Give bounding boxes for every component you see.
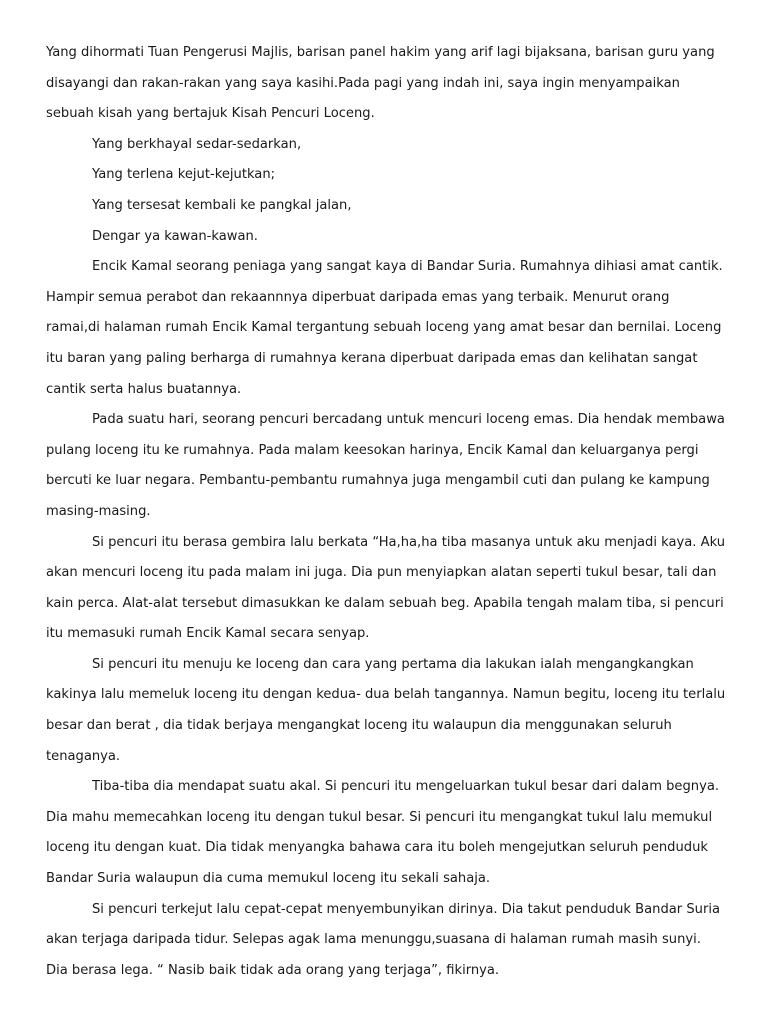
pantun-line-1: Yang berkhayal sedar-sedarkan,	[92, 136, 302, 152]
paragraph-hiding: Si pencuri terkejut lalu cepat-cepat menyembunyikan dirinya. Dia takut penduduk Bandar Suria akan terjaga daripada tidur. Selepas agak lama menunggu,suasana di halaman rumah masih sunyi. Dia berasa lega. “ Nasib baik tidak ada orang yang terjaga”, fikirnya.	[46, 901, 721, 978]
paragraph-lift-attempt: Si pencuri itu menuju ke loceng dan cara yang pertama dia lakukan ialah mengangkangkan kakinya lalu memeluk loceng itu dengan kedua- dua belah tangannya. Namun begitu, loceng itu terlalu besar dan berat , dia tidak berjaya mengangkat loceng itu walaupun dia menggunakan seluruh tenaganya.	[46, 656, 726, 764]
paragraph-thief-plan: Pada suatu hari, seorang pencuri bercadang untuk mencuri loceng emas. Dia hendak membawa pulang loceng itu ke rumahnya. Pada malam keesokan harinya, Encik Kamal dan keluarganya pergi bercuti ke luar negara. Pembantu-pembantu rumahnya juga mengambil cuti dan pulang ke kampung masing-masing.	[46, 412, 725, 519]
pantun-line-2: Yang terlena kejut-kejutkan;	[92, 167, 276, 183]
paragraph-hammer: Tiba-tiba dia mendapat suatu akal. Si pencuri itu mengeluarkan tukul besar dari dalam begnya. Dia mahu memecahkan loceng itu dengan tukul besar. Si pencuri itu mengangkat tukul lalu memukul loceng itu dengan kuat. Dia tidak menyangka bahawa cara itu boleh mengejutkan seluruh penduduk Bandar Suria walaupun dia cuma memukul loceng itu sekali sahaja.	[46, 779, 720, 887]
paragraph-encik-kamal: Encik Kamal seorang peniaga yang sangat kaya di Bandar Suria. Rumahnya dihiasi amat cantik. Hampir semua perabot dan rekaannnya diperbuat daripada emas yang terbaik. Menurut orang ramai,di halaman rumah Encik Kamal tergantung sebuah loceng yang amat besar dan bernilai. Loceng itu baran yang paling berharga di rumahnya kerana diperbuat daripada emas dan kelihatan sangat cantik serta halus buatannya.	[46, 259, 723, 397]
paragraph-thief-prepares: Si pencuri itu berasa gembira lalu berkata “Ha,ha,ha tiba masanya untuk aku menjadi kaya. Aku akan mencuri loceng itu pada malam ini juga. Dia pun menyiapkan alatan seperti tukul besar, tali dan kain perca. Alat-alat tersebut dimasukkan ke dalam sebuah beg. Apabila tengah malam tiba, si pencuri itu memasuki rumah Encik Kamal secara senyap.	[46, 534, 726, 642]
document-page	[46, 38, 726, 986]
pantun-line-3: Yang tersesat kembali ke pangkal jalan,	[92, 197, 352, 213]
paragraph-greeting: Yang dihormati Tuan Pengerusi Majlis, barisan panel hakim yang arif lagi bijaksana, barisan guru yang disayangi dan rakan-rakan yang saya kasihi.Pada pagi yang indah ini, saya ingin menyampaikan sebuah kisah yang bertajuk Kisah Pencuri Loceng.	[46, 45, 715, 122]
pantun-line-4: Dengar ya kawan-kawan.	[92, 228, 258, 244]
